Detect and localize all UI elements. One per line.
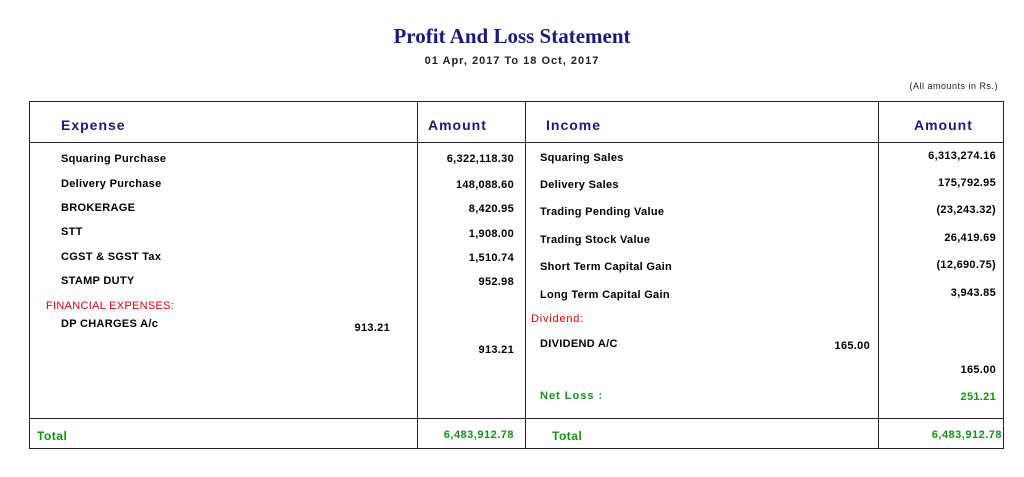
income-amount: 175,792.95 — [937, 177, 996, 189]
expense-amount: 148,088.60 — [455, 179, 514, 191]
expense-label: Delivery Purchase — [61, 178, 162, 190]
net-loss-amount: 251.21 — [960, 391, 996, 403]
column-divider — [878, 101, 879, 449]
income-amount: 6,313,274.16 — [928, 150, 996, 162]
income-label: Squaring Sales — [540, 152, 624, 164]
expense-label: STT — [61, 226, 83, 238]
dp-charges-value: 913.21 — [354, 322, 390, 334]
income-label: Short Term Capital Gain — [540, 261, 672, 273]
expense-amount: 1,908.00 — [468, 228, 514, 240]
expense-total-label: Total — [37, 429, 68, 443]
report-title: Profit And Loss Statement — [393, 24, 631, 48]
income-label: Delivery Sales — [540, 179, 619, 191]
financial-expenses-subtotal: 913.21 — [478, 344, 514, 356]
income-amount: 3,943.85 — [950, 287, 996, 299]
dividend-value: 165.00 — [834, 340, 870, 352]
expense-label: BROKERAGE — [61, 202, 136, 214]
dividend-label: DIVIDEND A/C — [540, 338, 618, 350]
income-total-label: Total — [552, 429, 583, 443]
net-loss-label: Net Loss : — [540, 390, 604, 402]
amount-note: (All amounts in Rs.) — [909, 81, 998, 91]
header-divider — [29, 142, 1004, 143]
expense-amount: 8,420.95 — [468, 203, 514, 215]
column-divider — [417, 101, 418, 449]
income-amount: (12,690.75) — [936, 259, 996, 271]
expense-column-header: Expense — [61, 117, 126, 133]
income-label: Long Term Capital Gain — [540, 289, 670, 301]
dp-charges-label: DP CHARGES A/c — [61, 318, 159, 330]
amount-column-header: Amount — [914, 117, 973, 133]
dividend-subtotal: 165.00 — [960, 364, 996, 376]
income-column-header: Income — [546, 117, 602, 133]
expense-total-amount: 6,483,912.78 — [443, 429, 514, 441]
expense-label: Squaring Purchase — [61, 153, 167, 165]
financial-expenses-heading: FINANCIAL EXPENSES: — [46, 300, 175, 312]
income-total-amount: 6,483,912.78 — [931, 429, 1002, 441]
amount-column-header: Amount — [428, 117, 487, 133]
income-amount: 26,419.69 — [944, 232, 996, 244]
column-divider — [525, 101, 526, 449]
expense-amount: 1,510.74 — [468, 252, 514, 264]
expense-amount: 952.98 — [478, 276, 514, 288]
statement-table — [29, 101, 1004, 449]
dividend-heading: Dividend: — [531, 313, 585, 325]
report-period: 01 Apr, 2017 To 18 Oct, 2017 — [424, 55, 600, 67]
expense-label: STAMP DUTY — [61, 275, 135, 287]
expense-label: CGST & SGST Tax — [61, 251, 162, 263]
income-label: Trading Pending Value — [540, 206, 665, 218]
expense-amount: 6,322,118.30 — [446, 153, 514, 165]
income-amount: (23,243.32) — [936, 204, 996, 216]
income-label: Trading Stock Value — [540, 234, 651, 246]
total-divider — [29, 418, 1004, 419]
